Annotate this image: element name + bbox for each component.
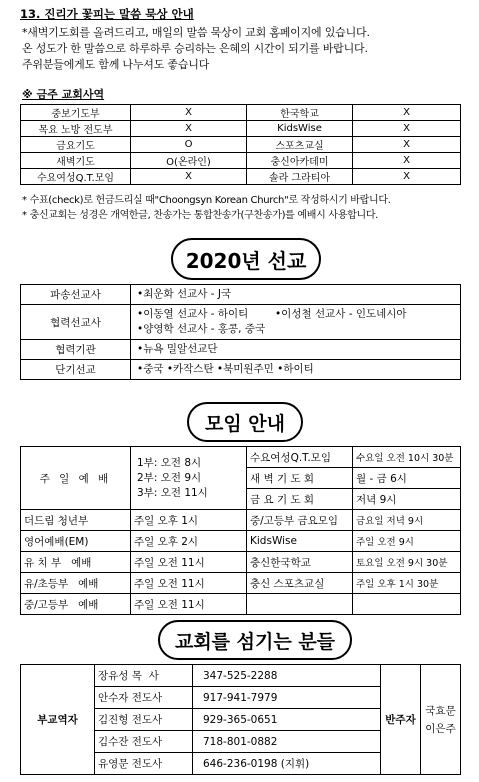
meeting-time: 주일 오후 1시 — [131, 510, 247, 531]
footnote-check: * 수표(check)로 헌금드리실 때"Choongsyn Korean Church"로 작성하시기 바랍니다. — [22, 195, 391, 206]
staff-title: 교회를 섬기는 분들 — [158, 620, 352, 660]
meeting-time: 월 - 금 6시 — [353, 468, 461, 489]
meeting-name: 더드림 청년부 — [21, 510, 131, 531]
weekly-events-title: ※ 금주 교회사역 — [22, 88, 105, 101]
staff-name: 안수자 전도사 — [95, 687, 193, 709]
weekly-event-row — [21, 153, 461, 169]
meeting-name: 금 요 기 도 회 — [247, 489, 353, 510]
meeting-name: 중/고등부 예배 — [21, 594, 131, 615]
mission-line: •최운화 선교사 - J국 — [137, 288, 232, 300]
missions-table — [20, 284, 461, 380]
event-name: 중보기도부 — [21, 105, 131, 121]
meeting-row — [21, 552, 461, 573]
weekly-event-row — [21, 105, 461, 121]
event-name: 금요기도 — [21, 137, 131, 153]
meeting-time: 금요일 저녁 9시 — [353, 510, 461, 531]
meeting-time: 주일 오전 11시 — [131, 594, 247, 615]
notice-title: 13. 진리가 꽃피는 말씀 묵상 안내 — [20, 7, 194, 21]
meeting-time — [353, 594, 461, 615]
event-status: X — [353, 105, 461, 121]
event-name: 수요여성Q.T.모임 — [21, 169, 131, 185]
staff-phone: 718-801-0882 — [193, 731, 381, 753]
mission-value — [131, 360, 461, 380]
meeting-time: 주일 오후 2시 — [131, 531, 247, 552]
event-name: 목요 노방 전도부 — [21, 121, 131, 137]
mission-line: •뉴욕 밀알선교단 — [137, 343, 218, 355]
meetings-table — [20, 446, 461, 615]
mission-label: 단기선교 — [21, 360, 131, 380]
meeting-name: 수요여성Q.T.모임 — [247, 447, 353, 468]
event-status: X — [131, 121, 247, 137]
event-status: X — [353, 137, 461, 153]
mission-row — [21, 285, 461, 305]
accompanist-name: 이은주 — [425, 722, 456, 735]
notice-line: 주위분들에게도 함께 나누셔도 좋습니다 — [22, 58, 210, 71]
mission-value — [131, 305, 461, 340]
sunday-worship-label: 주 일 예 배 — [21, 447, 131, 510]
meeting-time: 수요일 오전 10시 30분 — [353, 447, 461, 468]
meeting-time: 주일 오전 11시 — [131, 573, 247, 594]
weekly-event-row — [21, 121, 461, 137]
worship-time: 3부: 오전 11시 — [137, 486, 208, 499]
event-name: 스포츠교실 — [247, 137, 353, 153]
event-name: 한국학교 — [247, 105, 353, 121]
meeting-name: 유/초등부 예배 — [21, 573, 131, 594]
meeting-name: 중/고등부 금요모임 — [247, 510, 353, 531]
staff-phone: 347-525-2288 — [193, 665, 381, 687]
weekly-events-table — [20, 104, 461, 185]
staff-table — [20, 664, 461, 775]
accompanist-name: 국효문 — [425, 704, 456, 717]
worship-time: 2부: 오전 9시 — [137, 471, 202, 484]
notice-line: 온 성도가 한 말씀으로 하루하루 승리하는 은혜의 시간이 되기를 바랍니다. — [22, 42, 368, 55]
meeting-name: KidsWise — [247, 531, 353, 552]
staff-name: 김진형 전도사 — [95, 709, 193, 731]
assistant-pastors-label: 부교역자 — [21, 665, 95, 775]
event-status: X — [353, 121, 461, 137]
event-status: X — [353, 169, 461, 185]
meeting-row — [21, 594, 461, 615]
weekly-event-row — [21, 169, 461, 185]
meeting-name: 새 벽 기 도 회 — [247, 468, 353, 489]
meeting-name: 충신 스포츠교실 — [247, 573, 353, 594]
staff-name: 유영문 전도사 — [95, 753, 193, 775]
meeting-row — [21, 531, 461, 552]
event-status: X — [131, 105, 247, 121]
meeting-time: 저녁 9시 — [353, 489, 461, 510]
worship-time: 1부: 오전 8시 — [137, 456, 202, 469]
mission-label: 협력선교사 — [21, 305, 131, 340]
meeting-row — [21, 573, 461, 594]
mission-line: •중국 •카작스탄 •북미원주민 •하이티 — [137, 363, 314, 375]
event-status: O — [131, 137, 247, 153]
meeting-time: 주일 오후 1시 30분 — [353, 573, 461, 594]
missions-title: 2020년 선교 — [171, 238, 321, 280]
staff-phone: 917-941-7979 — [193, 687, 381, 709]
mission-value — [131, 285, 461, 305]
staff-name: 김수잔 전도사 — [95, 731, 193, 753]
meeting-name: 영어예배(EM) — [21, 531, 131, 552]
meeting-name: 유 치 부 예배 — [21, 552, 131, 573]
mission-row — [21, 340, 461, 360]
meeting-name — [247, 594, 353, 615]
weekly-event-row — [21, 137, 461, 153]
mission-row — [21, 305, 461, 340]
event-name: 충신아카데미 — [247, 153, 353, 169]
event-name: 새벽기도 — [21, 153, 131, 169]
sunday-worship-times — [131, 447, 247, 510]
event-name: 솔라 그라티아 — [247, 169, 353, 185]
meetings-title: 모임 안내 — [187, 402, 303, 442]
mission-label: 협력기관 — [21, 340, 131, 360]
mission-row — [21, 360, 461, 380]
notice-line: *새벽기도회를 올려드리고, 매일의 말씀 묵상이 교회 홈페이지에 있습니다. — [22, 26, 370, 39]
mission-label: 파송선교사 — [21, 285, 131, 305]
meeting-time: 토요일 오전 9시 30분 — [353, 552, 461, 573]
event-status: X — [353, 153, 461, 169]
staff-row — [21, 665, 461, 687]
mission-line: •양영학 선교사 - 홍콩, 중국 — [137, 323, 266, 335]
meeting-time: 주일 오전 11시 — [131, 552, 247, 573]
event-status: X — [131, 169, 247, 185]
event-status: O(온라인) — [131, 153, 247, 169]
accompanist-label: 반주자 — [381, 665, 421, 775]
event-name: KidsWise — [247, 121, 353, 137]
accompanist-names — [421, 665, 461, 775]
meeting-row — [21, 510, 461, 531]
meeting-time: 주일 오전 9시 — [353, 531, 461, 552]
mission-line: •이동열 선교사 - 하이티 •이성철 선교사 - 인도네시아 — [137, 308, 407, 320]
mission-value — [131, 340, 461, 360]
staff-phone: 646-236-0198 (지휘) — [193, 753, 381, 775]
staff-name: 장유성 목 사 — [95, 665, 193, 687]
staff-phone: 929-365-0651 — [193, 709, 381, 731]
meeting-name: 충신한국학교 — [247, 552, 353, 573]
footnote-bible: * 충신교회는 성경은 개역한글, 찬송가는 통합찬송가(구찬송가)를 예배시 사용합니다. — [22, 210, 379, 221]
